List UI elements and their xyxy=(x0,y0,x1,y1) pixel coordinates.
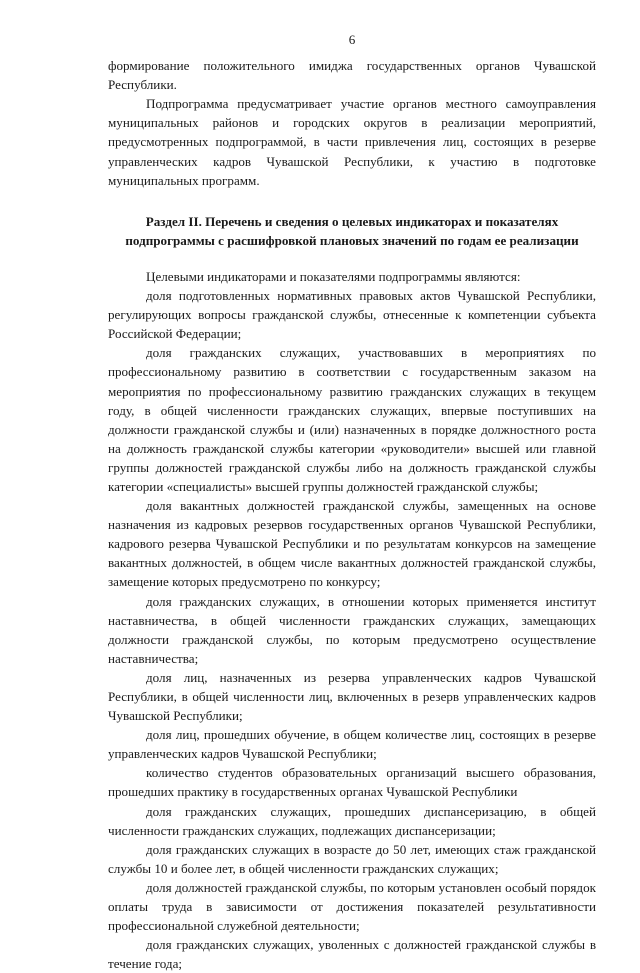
indicator-item: доля гражданских служащих, участвовавших в мероприятиях по профессиональному развитию в соответствии с государственным заказом на мероприятия по профессиональному развитию гражданских служащих в текущем году, в общей численности гражданских служащих, впервые поступивших на должности гражданской службы и (или) назначенных в порядке должностного роста на должность гражданской службы категории «руководители» высшей или главной группы должностей гражданской службы либо на должность гражданской службы категории «специалисты» высшей группы должностей гражданской службы; xyxy=(108,345,596,494)
indicator-item: доля лиц, прошедших обучение, в общем количестве лиц, состоящих в резерве управленческих кадров Чувашской Республики; xyxy=(108,727,596,762)
page-number: 6 xyxy=(348,32,356,47)
indicator-item: количество студентов образовательных организаций высшего образования, прошедших практику в государственных органах Чувашской Республики xyxy=(108,765,596,800)
indicator-item: доля гражданских служащих, в отношении которых применяется институт наставничества, в общей численности гражданских служащих, замещающих должности гражданской службы, по которым предусмотрено осуществление наставничества; xyxy=(108,593,596,666)
document-page xyxy=(108,30,596,973)
paragraph-indicators-intro: Целевыми индикаторами и показателями подпрограммы являются: xyxy=(146,268,521,284)
indicator-item: доля гражданских служащих, уволенных с должностей гражданской службы в течение года; xyxy=(108,937,596,972)
indicator-item: доля гражданских служащих, прошедших диспансеризацию, в общей численности гражданских служащих, подлежащих диспансеризации; xyxy=(108,803,596,838)
section-heading xyxy=(108,212,596,250)
paragraph-subprogram-participation: Подпрограмма предусматривает участие органов местного самоуправления муниципальных районов и городских округов в реализации мероприятий, предусмотренных подпрограммой, в части привлечения лиц, состоящих в резерве управленческих кадров Чувашской Республики, к участию в подготовке муниципальных программ. xyxy=(108,96,596,188)
indicator-item: доля лиц, назначенных из резерва управленческих кадров Чувашской Республики, в общей численности лиц, включенных в резерв управленческих кадров Чувашской Республики; xyxy=(108,669,596,724)
indicator-item: доля вакантных должностей гражданской службы, замещенных на основе назначения из кадровых резервов государственных органов Чувашской Республики, кадрового резерва Чувашской Республики и по результатам конкурсов на замещение вакантных должностей, в общем числе вакантных должностей гражданской службы, замещение которых предусмотрено по конкурсу; xyxy=(108,498,596,590)
section-heading-line-2: подпрограммы с расшифровкой плановых значений по годам ее реализации xyxy=(125,232,579,248)
indicator-item: доля подготовленных нормативных правовых актов Чувашской Республики, регулирующих вопросы гражданской службы, отнесенные к компетенции субъекта Российской Федерации; xyxy=(108,288,596,342)
section-heading-line-1: Раздел II. Перечень и сведения о целевых индикаторах и показателях xyxy=(145,213,559,229)
paragraph-intro-continuation: формирование положительного имиджа государственных органов Чувашской Республики. xyxy=(108,58,596,93)
indicator-item: доля гражданских служащих в возрасте до 50 лет, имеющих стаж гражданской службы 10 и более лет, в общей численности гражданских служащих; xyxy=(108,841,596,876)
indicator-item: доля должностей гражданской службы, по которым установлен особый порядок оплаты труда в зависимости от достижения показателей результативности профессиональной служебной деятельности; xyxy=(108,879,596,934)
